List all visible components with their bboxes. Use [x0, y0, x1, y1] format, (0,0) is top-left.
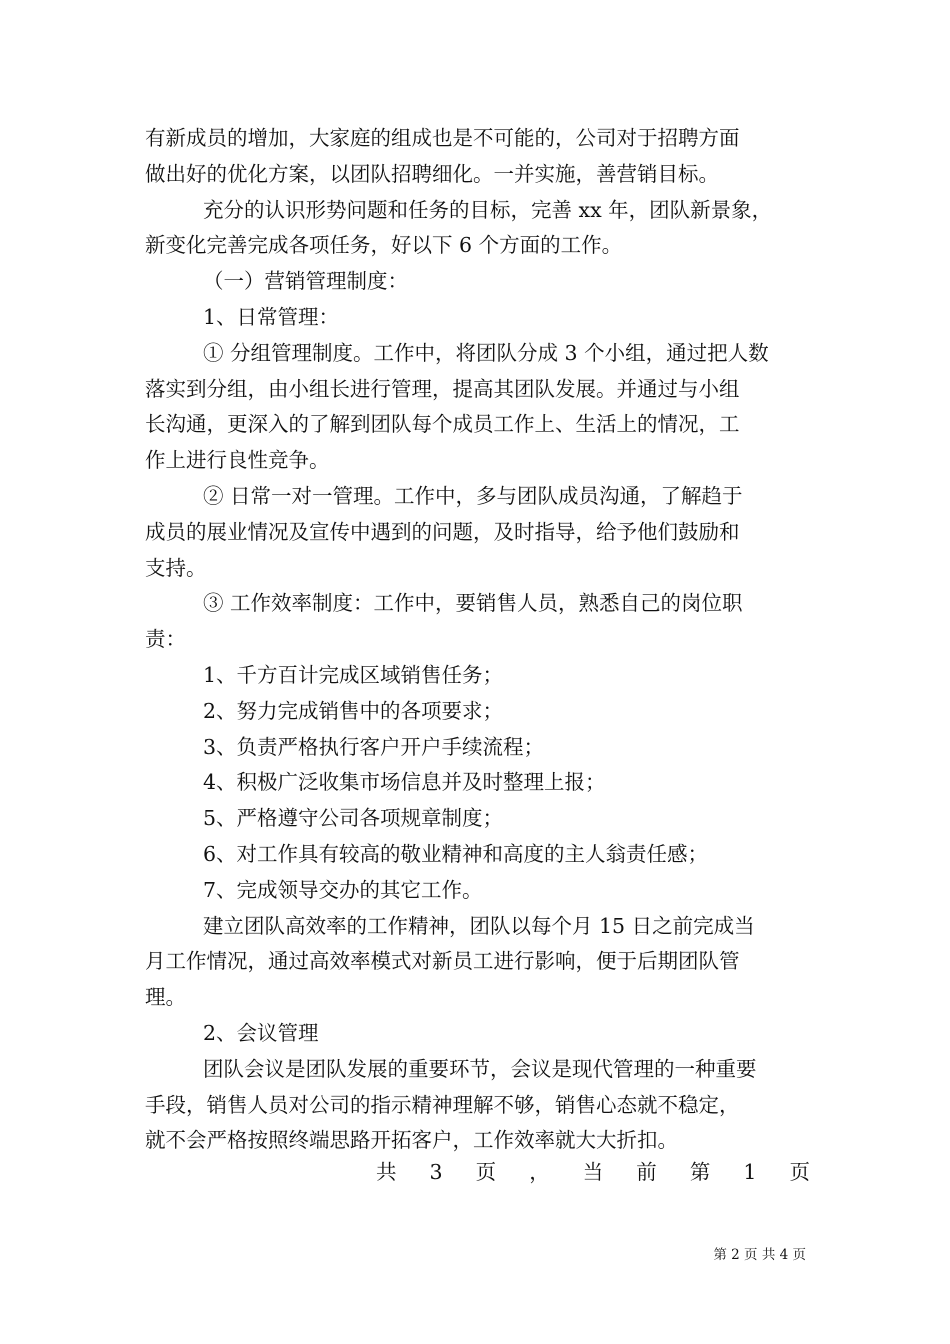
list-item: 1、千方百计完成区域销售任务； — [203, 662, 504, 687]
page-count-char: 3 — [429, 1160, 443, 1184]
body-line: 长沟通，更深入的了解到团队每个成员工作上、生活上的情况，工 — [145, 412, 740, 437]
body-line: 月工作情况，通过高效率模式对新员工进行影响，便于后期团队管 — [145, 949, 740, 974]
body-line: ③ 工作效率制度：工作中，要销售人员，熟悉自己的岗位职 — [203, 591, 743, 616]
body-line: 手段，销售人员对公司的指示精神理解不够，销售心态就不稳定， — [145, 1092, 740, 1117]
list-item: 6、对工作具有较高的敬业精神和高度的主人翁责任感； — [203, 841, 709, 866]
list-item: 7、完成领导交办的其它工作。 — [203, 877, 483, 902]
page-count-char: 前 — [636, 1160, 657, 1184]
body-line: 落实到分组，由小组长进行管理，提高其团队发展。并通过与小组 — [145, 376, 740, 401]
subsection-heading: 2、会议管理 — [203, 1020, 319, 1045]
body-line: 理。 — [145, 985, 186, 1010]
body-line: 建立团队高效率的工作精神，团队以每个月 15 日之前完成当 — [203, 913, 755, 938]
body-line: 团队会议是团队发展的重要环节，会议是现代管理的一种重要 — [203, 1056, 757, 1081]
body-line: 新变化完善完成各项任务，好以下 6 个方面的工作。 — [145, 233, 623, 258]
page-count-line — [376, 1154, 810, 1190]
page-count-char: 当 — [582, 1160, 604, 1184]
page-count-char: 1 — [743, 1160, 757, 1184]
page-number-footer: 第 2 页 共 4 页 — [713, 1247, 806, 1263]
body-line: ② 日常一对一管理。工作中，多与团队成员沟通，了解趋于 — [203, 483, 743, 508]
page-count-char: 页 — [789, 1160, 810, 1184]
body-line: 就不会严格按照终端思路开拓客户，工作效率就大大折扣。 — [145, 1128, 678, 1153]
list-item: 2、努力完成销售中的各项要求； — [203, 698, 504, 723]
list-item: 4、积极广泛收集市场信息并及时整理上报； — [203, 770, 606, 795]
body-line: 作上进行良性竞争。 — [145, 448, 330, 473]
page-count-char: ， — [529, 1160, 550, 1184]
body-line: 有新成员的增加，大家庭的组成也是不可能的，公司对于招聘方面 — [145, 126, 740, 150]
page-count-char: 第 — [689, 1160, 711, 1184]
body-line: 充分的认识形势问题和任务的目标，完善 xx 年，团队新景象， — [203, 197, 773, 222]
body-line: 做出好的优化方案，以团队招聘细化。一并实施，善营销目标。 — [145, 161, 719, 186]
body-line: 责： — [145, 627, 186, 652]
body-line: 支持。 — [145, 555, 207, 580]
section-heading: （一）营销管理制度： — [203, 269, 408, 294]
list-item: 3、负责严格执行客户开户手续流程； — [203, 734, 545, 759]
document-body — [145, 121, 810, 1159]
list-item: 5、严格遵守公司各项规章制度； — [203, 806, 504, 831]
page-count-char: 共 — [376, 1160, 397, 1184]
body-line: 成员的展业情况及宣传中遇到的问题，及时指导，给予他们鼓励和 — [145, 519, 740, 544]
subsection-heading: 1、日常管理： — [203, 304, 340, 329]
body-line: ① 分组管理制度。工作中，将团队分成 3 个小组，通过把人数 — [203, 340, 769, 365]
page-count-char: 页 — [475, 1160, 497, 1184]
